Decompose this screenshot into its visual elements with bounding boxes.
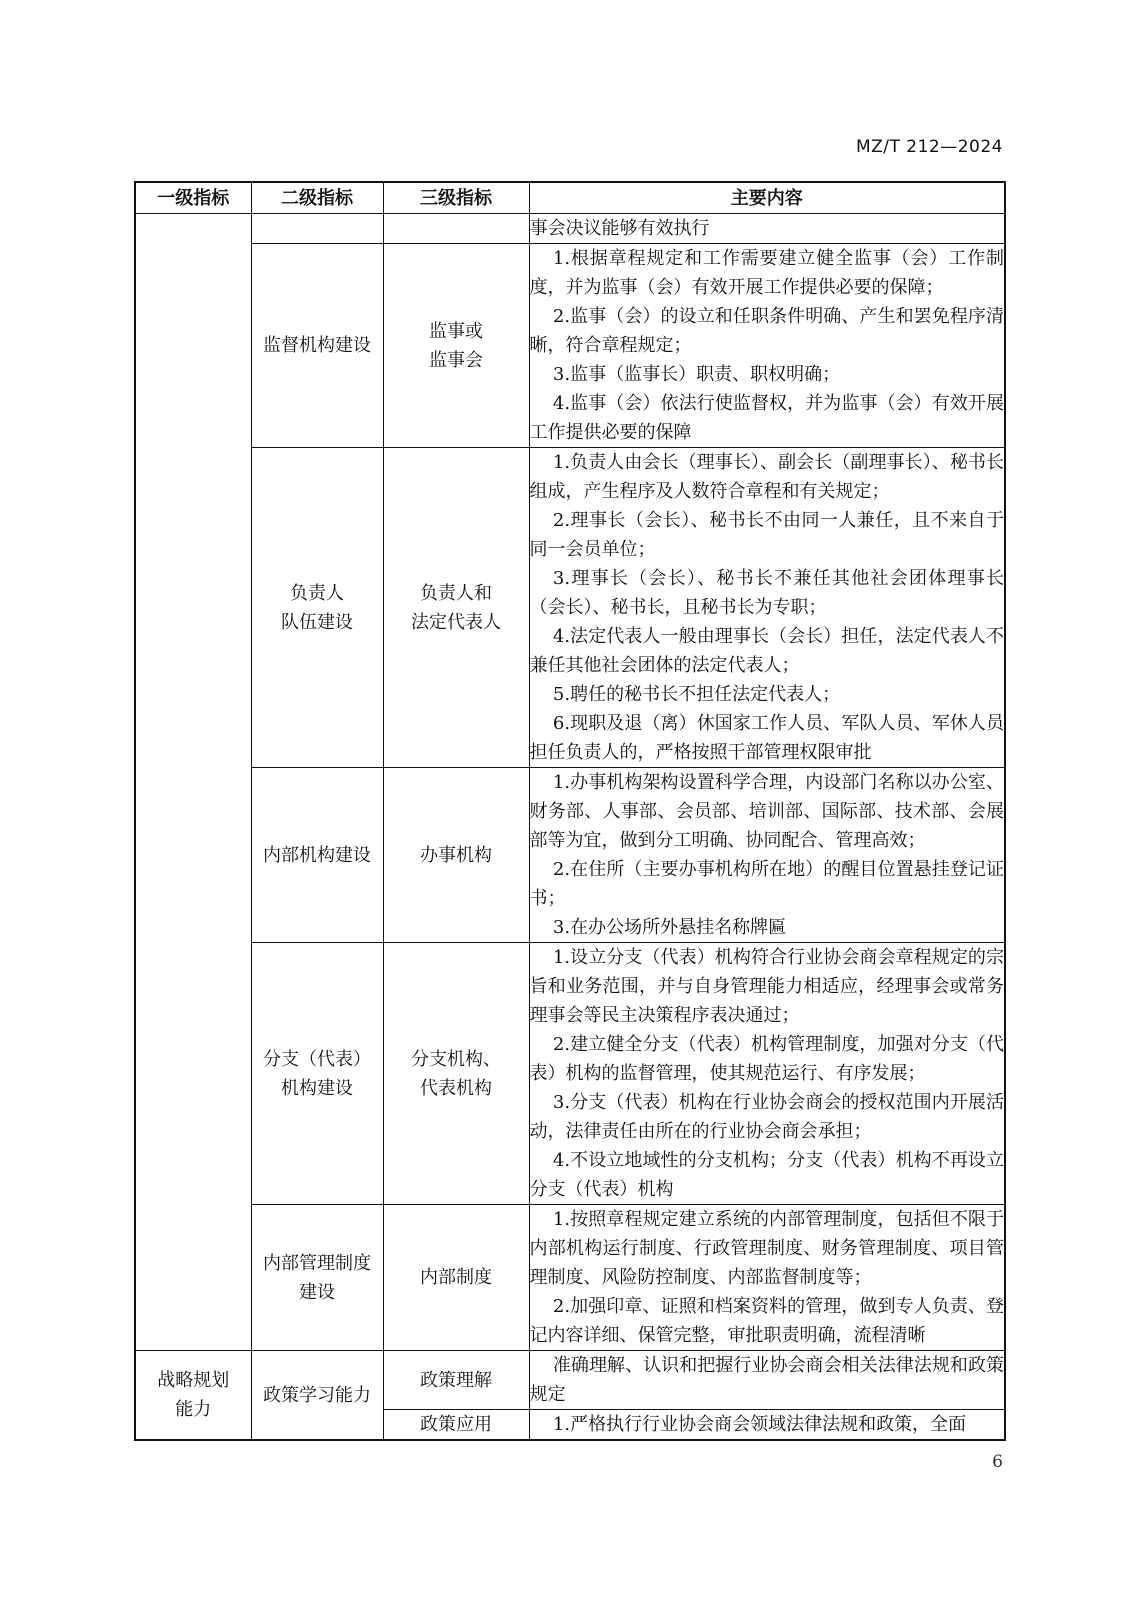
level3-cell: 办事机构 [383,768,529,943]
table-row [135,943,1005,1205]
level3-cell-empty [383,214,529,244]
table-header-row [135,182,1005,214]
level2-cell: 内部管理制度 建设 [251,1205,383,1351]
level3-cell: 分支机构、 代表机构 [383,943,529,1205]
level1-cell: 战略规划 能力 [135,1351,251,1441]
level3-cell: 内部制度 [383,1205,529,1351]
column-header-content: 主要内容 [529,182,1005,214]
column-header-level2: 二级指标 [251,182,383,214]
level2-cell: 内部机构建设 [251,768,383,943]
content-cell: 准确理解、认识和把握行业协会商会相关法律法规和政策规定 [529,1351,1005,1410]
table-row [135,214,1005,244]
table-row [135,1351,1005,1410]
level2-cell: 负责人 队伍建设 [251,448,383,768]
level3-cell: 监事或 监事会 [383,244,529,448]
column-header-level1: 一级指标 [135,182,251,214]
content-cell: 1.设立分支（代表）机构符合行业协会商会章程规定的宗旨和业务范围，并与自身管理能力相适应，经理事会或常务理事会等民主决策程序表决通过； 2.建立健全分支（代表）机构管理制度，加强对分支（代表）机构的监督管理，使其规范运行、有序发展； 3.分支（代表）机构在行业协会商会的授权范围内开展活动，法律责任由所在的行业协会商会承担； 4.不设立地域性的分支机构；分支（代表）机构不再设立分支（代表）机构 [529,943,1005,1205]
content-cell: 1.负责人由会长（理事长）、副会长（副理事长）、秘书长组成，产生程序及人数符合章程和有关规定； 2.理事长（会长）、秘书长不由同一人兼任，且不来自于同一会员单位； 3.理事长（会长）、秘书长不兼任其他社会团体理事长（会长）、秘书长，且秘书长为专职； 4.法定代表人一般由理事长（会长）担任，法定代表人不兼任其他社会团体的法定代表人； 5.聘任的秘书长不担任法定代表人； 6.现职及退（离）休国家工作人员、军队人员、军休人员担任负责人的，严格按照干部管理权限审批 [529,448,1005,768]
level2-cell: 分支（代表） 机构建设 [251,943,383,1205]
level2-cell: 监督机构建设 [251,244,383,448]
level3-cell: 政策理解 [383,1351,529,1410]
content-cell: 1.办事机构架构设置科学合理，内设部门名称以办公室、财务部、人事部、会员部、培训部、国际部、技术部、会展部等为宜，做到分工明确、协同配合、管理高效； 2.在住所（主要办事机构所在地）的醒目位置悬挂登记证书； 3.在办公场所外悬挂名称牌匾 [529,768,1005,943]
column-header-level3: 三级指标 [383,182,529,214]
page-number: 6 [992,1452,1003,1472]
table-row [135,244,1005,448]
table-row [135,1205,1005,1351]
table-row [135,768,1005,943]
table-row [135,448,1005,768]
indicator-table [134,181,1006,1441]
content-cell: 事会决议能够有效执行 [529,214,1005,244]
content-cell: 1.严格执行行业协会商会领域法律法规和政策，全面 [529,1410,1005,1441]
level2-cell: 政策学习能力 [251,1351,383,1441]
level3-cell: 负责人和 法定代表人 [383,448,529,768]
level3-cell: 政策应用 [383,1410,529,1441]
content-cell: 1.按照章程规定建立系统的内部管理制度，包括但不限于内部机构运行制度、行政管理制度、财务管理制度、项目管理制度、风险防控制度、内部监督制度等； 2.加强印章、证照和档案资料的管理，做到专人负责、登记内容详细、保管完整，审批职责明确，流程清晰 [529,1205,1005,1351]
content-cell: 1.根据章程规定和工作需要建立健全监事（会）工作制度，并为监事（会）有效开展工作提供必要的保障； 2.监事（会）的设立和任职条件明确、产生和罢免程序清晰，符合章程规定； 3.监事（监事长）职责、职权明确； 4.监事（会）依法行使监督权，并为监事（会）有效开展工作提供必要的保障 [529,244,1005,448]
level1-cell-empty [135,214,251,1351]
level2-cell-empty [251,214,383,244]
standard-code: MZ/T 212—2024 [855,137,1003,157]
